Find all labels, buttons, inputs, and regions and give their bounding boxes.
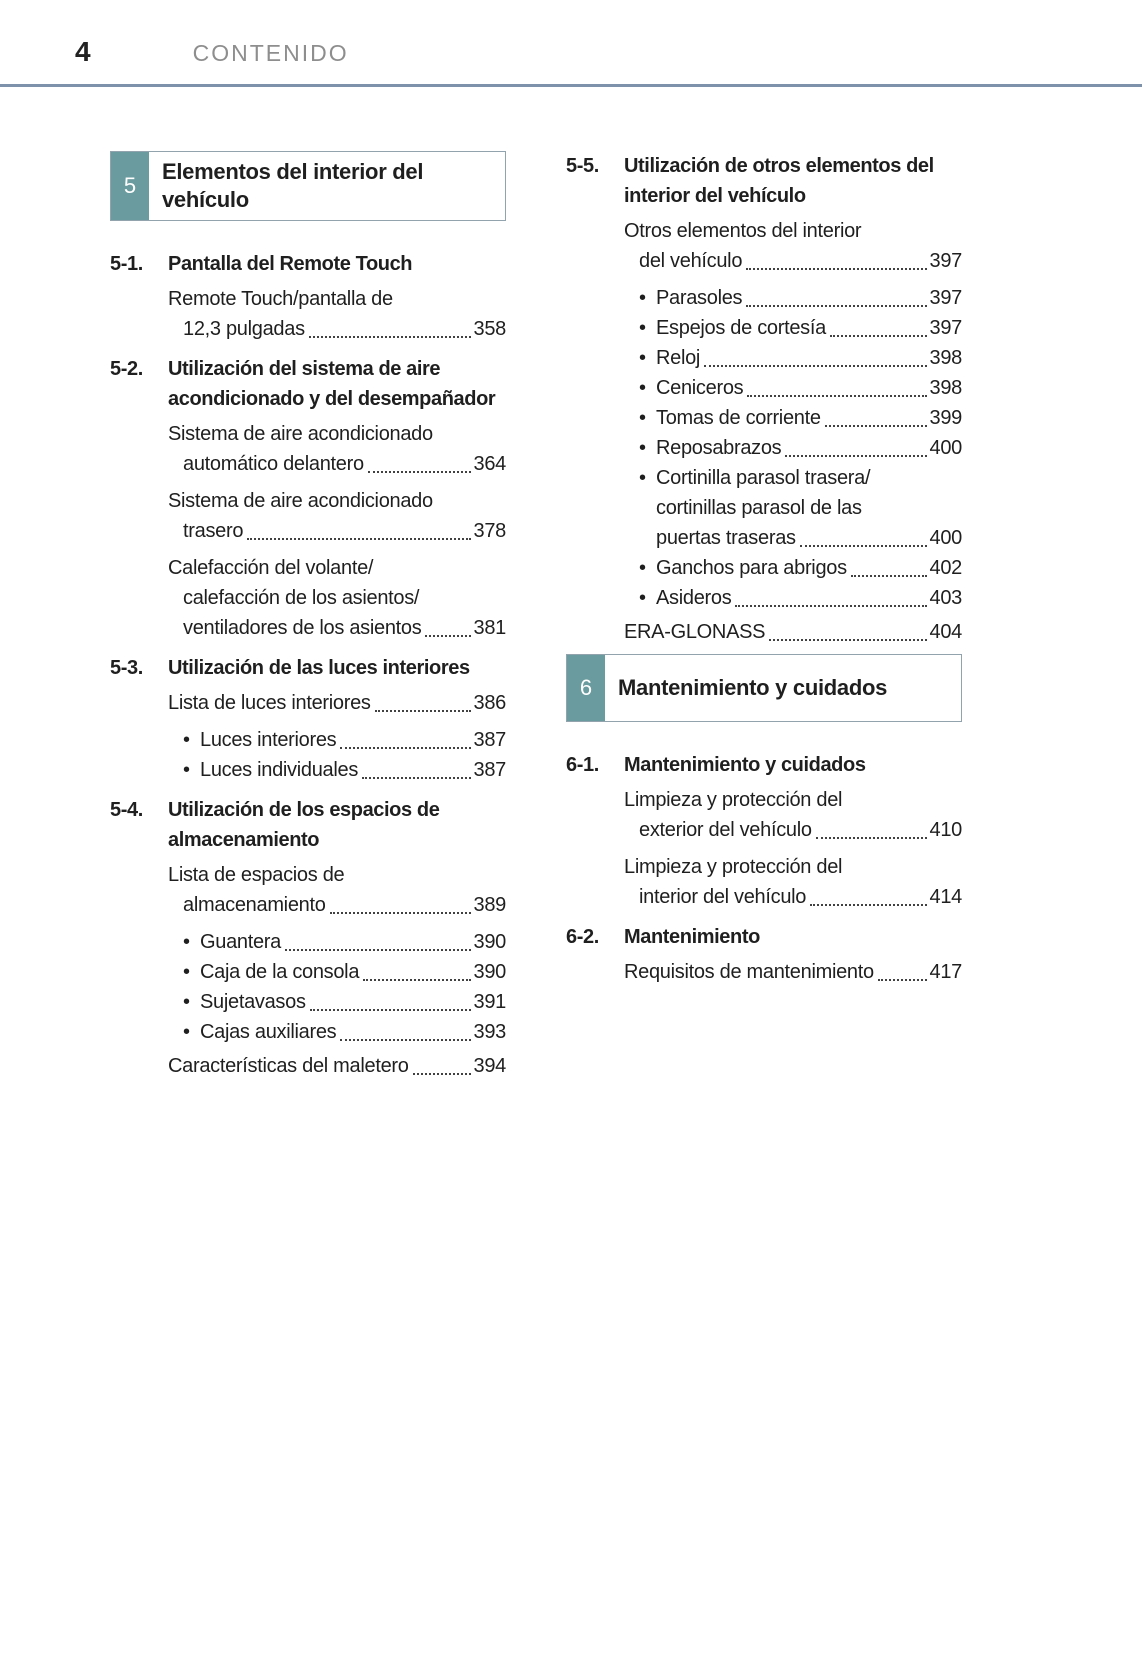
- entry-text: Cortinilla parasol trasera/: [656, 467, 871, 489]
- entry-last-line: [168, 890, 506, 920]
- toc-entry: [624, 617, 962, 647]
- bullet-icon: •: [183, 729, 190, 752]
- page-number-ref: 398: [929, 347, 962, 369]
- toc-entry: [624, 852, 962, 912]
- section-title: Mantenimiento y cuidados: [624, 754, 866, 776]
- entry-line: Remote Touch/pantalla de: [168, 288, 393, 311]
- entry-text: puertas traseras: [656, 527, 796, 549]
- entry-last-line: [624, 617, 962, 647]
- bullet-icon: •: [639, 407, 646, 429]
- entry-line: Lista de espacios de: [168, 864, 345, 887]
- page-number-ref: 397: [929, 287, 962, 309]
- page-number-ref: 397: [929, 317, 962, 339]
- bullet-icon: •: [639, 287, 646, 309]
- entry-last-line: [624, 343, 962, 373]
- bullet-icon: •: [183, 961, 190, 984]
- section-number: 6-2.: [566, 926, 599, 948]
- entry-text: interior del vehículo: [639, 886, 807, 908]
- bullet-icon: •: [183, 931, 190, 954]
- entry-last-line: [624, 283, 962, 313]
- entry-text: Guantera: [200, 931, 281, 954]
- chapter-title: Mantenimiento y cuidados: [618, 674, 888, 700]
- dot-leader: [746, 305, 926, 307]
- entry-line: Sistema de aire acondicionado: [168, 490, 433, 513]
- toc-entry: [168, 1051, 506, 1081]
- page-number-ref: 387: [473, 759, 506, 782]
- toc-entry: [168, 553, 506, 643]
- toc-entry: [624, 785, 962, 845]
- entry-text: Requisitos de mantenimiento: [624, 961, 874, 983]
- section-heading: [566, 750, 962, 780]
- page-header: [0, 0, 1142, 68]
- dot-leader: [340, 747, 470, 749]
- section-number: 5-3.: [110, 657, 143, 680]
- page-number-ref: 389: [473, 894, 506, 917]
- entry-text: Ceniceros: [656, 377, 744, 399]
- entry-text: Características del maletero: [168, 1055, 409, 1078]
- entry-last-line: [168, 613, 506, 643]
- page-number-ref: 394: [473, 1055, 506, 1078]
- dot-leader: [309, 336, 471, 338]
- section-title: Utilización de las luces interiores: [168, 657, 470, 680]
- entry-last-line: [168, 987, 506, 1017]
- section-heading: [110, 795, 506, 855]
- page-number: 4: [75, 36, 91, 67]
- page-number-ref: 402: [929, 557, 962, 579]
- bullet-icon: •: [183, 991, 190, 1014]
- entry-text: Luces interiores: [200, 729, 337, 752]
- entry-last-line: [624, 433, 962, 463]
- bullet-icon: •: [639, 557, 646, 579]
- toc-entry: [168, 688, 506, 718]
- entry-text: Ganchos para abrigos: [656, 557, 847, 579]
- toc-entry: [624, 553, 962, 583]
- section-title: Mantenimiento: [624, 926, 760, 948]
- dot-leader: [785, 455, 926, 457]
- page-number-ref: 398: [929, 377, 962, 399]
- section-heading: [110, 653, 506, 683]
- dot-leader: [810, 904, 926, 906]
- bullet-icon: •: [639, 467, 646, 489]
- page-number-ref: 391: [473, 991, 506, 1014]
- header-title: CONTENIDO: [192, 40, 349, 66]
- section-heading: [566, 151, 962, 211]
- page-number-ref: 403: [929, 587, 962, 609]
- entry-text: Espejos de cortesía: [656, 317, 826, 339]
- entry-line: cortinillas parasol de las: [656, 497, 862, 519]
- entry-last-line: [168, 516, 506, 546]
- toc-entry: [624, 463, 962, 553]
- bullet-icon: •: [639, 377, 646, 399]
- section-number: 5-2.: [110, 358, 143, 381]
- page-number-ref: 387: [473, 729, 506, 752]
- page-number-ref: 404: [929, 621, 962, 643]
- entry-last-line: [168, 688, 506, 718]
- chapter-number: 5: [111, 152, 149, 220]
- page-number-ref: 410: [929, 819, 962, 841]
- dot-leader: [746, 268, 926, 270]
- entry-text: almacenamiento: [183, 894, 326, 917]
- entry-last-line: [624, 403, 962, 433]
- chapter-box: [110, 151, 506, 221]
- section-number: 5-1.: [110, 253, 143, 276]
- entry-last-line: [168, 1051, 506, 1081]
- entry-last-line: [168, 927, 506, 957]
- section-heading: [110, 249, 506, 279]
- page-number-ref: 399: [929, 407, 962, 429]
- entry-text: Lista de luces interiores: [168, 692, 371, 715]
- toc-entry: [168, 755, 506, 785]
- section-number: 6-1.: [566, 754, 599, 776]
- dot-leader: [413, 1073, 471, 1075]
- section-heading: [566, 922, 962, 952]
- page-number-ref: 364: [473, 453, 506, 476]
- entry-text: 12,3 pulgadas: [183, 318, 305, 341]
- entry-last-line: [624, 246, 962, 276]
- bullet-icon: •: [639, 437, 646, 459]
- toc-entry: [624, 957, 962, 987]
- page-number-ref: 358: [473, 318, 506, 341]
- page-number-ref: 414: [929, 886, 962, 908]
- dot-leader: [310, 1009, 471, 1011]
- page-number-ref: 390: [473, 931, 506, 954]
- toc-entry: [168, 957, 506, 987]
- toc-entry: [168, 927, 506, 957]
- page-number-ref: 417: [929, 961, 962, 983]
- dot-leader: [330, 912, 471, 914]
- dot-leader: [247, 538, 470, 540]
- dot-leader: [851, 575, 927, 577]
- dot-leader: [704, 365, 926, 367]
- entry-text: Tomas de corriente: [656, 407, 821, 429]
- entry-text: Reposabrazos: [656, 437, 782, 459]
- toc-entry: [168, 486, 506, 546]
- page-number-ref: 393: [473, 1021, 506, 1044]
- bullet-icon: •: [183, 759, 190, 782]
- toc-entry: [168, 419, 506, 479]
- entry-line: Otros elementos del interior: [624, 220, 862, 242]
- toc-entry: [624, 583, 962, 613]
- entry-line: Limpieza y protección del: [624, 789, 843, 811]
- entry-last-line: [624, 583, 962, 613]
- page-number-ref: 381: [473, 617, 506, 640]
- chapter-number: 6: [567, 655, 605, 721]
- entry-text: automático delantero: [183, 453, 364, 476]
- toc-entry: [624, 373, 962, 403]
- section-title: Utilización de los espacios de almacenamiento: [168, 799, 440, 852]
- entry-text: Luces individuales: [200, 759, 359, 782]
- section-title: Utilización del sistema de aire acondicionado y del desempañador: [168, 358, 496, 411]
- entry-last-line: [624, 373, 962, 403]
- toc-content: [0, 87, 1142, 1088]
- section-title: Utilización de otros elementos del interior del vehículo: [624, 155, 934, 207]
- entry-text: exterior del vehículo: [639, 819, 812, 841]
- toc-entry: [624, 216, 962, 276]
- entry-text: trasero: [183, 520, 244, 543]
- entry-last-line: [624, 553, 962, 583]
- entry-last-line: [624, 957, 962, 987]
- entry-line: [624, 463, 962, 493]
- bullet-icon: •: [639, 347, 646, 369]
- page-number-ref: 400: [929, 437, 962, 459]
- entry-last-line: [168, 755, 506, 785]
- dot-leader: [363, 979, 470, 981]
- entry-text: Reloj: [656, 347, 701, 369]
- dot-leader: [816, 837, 927, 839]
- toc-entry: [168, 987, 506, 1017]
- entry-last-line: [624, 882, 962, 912]
- dot-leader: [735, 605, 926, 607]
- page-number-ref: 390: [473, 961, 506, 984]
- entry-line: calefacción de los asientos/: [183, 587, 420, 610]
- section-heading: [110, 354, 506, 414]
- toc-entry: [624, 343, 962, 373]
- entry-line: Calefacción del volante/: [168, 557, 374, 580]
- section-title: Pantalla del Remote Touch: [168, 253, 413, 276]
- entry-line: Sistema de aire acondicionado: [168, 423, 433, 446]
- section-number: 5-5.: [566, 155, 599, 177]
- entry-text: Caja de la consola: [200, 961, 360, 984]
- chapter-box: [566, 654, 962, 722]
- entry-last-line: [168, 449, 506, 479]
- toc-entry: [624, 433, 962, 463]
- entry-last-line: [168, 725, 506, 755]
- dot-leader: [825, 425, 927, 427]
- toc-entry: [168, 1017, 506, 1047]
- entry-text: Asideros: [656, 587, 732, 609]
- toc-entry: [168, 284, 506, 344]
- entry-text: Parasoles: [656, 287, 743, 309]
- page-number-ref: 386: [473, 692, 506, 715]
- dot-leader: [830, 335, 927, 337]
- entry-last-line: [168, 957, 506, 987]
- dot-leader: [800, 545, 927, 547]
- dot-leader: [285, 949, 471, 951]
- section-number: 5-4.: [110, 799, 143, 822]
- dot-leader: [747, 395, 926, 397]
- entry-last-line: [624, 523, 962, 553]
- chapter-title: Elementos del interior del vehículo: [162, 159, 424, 213]
- dot-leader: [769, 639, 926, 641]
- dot-leader: [375, 710, 471, 712]
- entry-text: ventiladores de los asientos: [183, 617, 422, 640]
- entry-last-line: [168, 1017, 506, 1047]
- dot-leader: [340, 1039, 470, 1041]
- toc-column-2: [566, 151, 962, 1088]
- dot-leader: [362, 777, 470, 779]
- bullet-icon: •: [639, 317, 646, 339]
- entry-last-line: [624, 313, 962, 343]
- toc-entry: [624, 283, 962, 313]
- bullet-icon: •: [183, 1021, 190, 1044]
- bullet-icon: •: [639, 587, 646, 609]
- toc-entry: [168, 725, 506, 755]
- entry-text: ERA-GLONASS: [624, 621, 766, 643]
- dot-leader: [878, 979, 927, 981]
- page-number-ref: 378: [473, 520, 506, 543]
- entry-last-line: [168, 314, 506, 344]
- toc-entry: [168, 860, 506, 920]
- entry-text: Cajas auxiliares: [200, 1021, 337, 1044]
- toc-entry: [624, 313, 962, 343]
- page-number-ref: 400: [929, 527, 962, 549]
- entry-text: Sujetavasos: [200, 991, 306, 1014]
- dot-leader: [368, 471, 471, 473]
- entry-last-line: [624, 815, 962, 845]
- entry-text: del vehículo: [639, 250, 743, 272]
- entry-line: Limpieza y protección del: [624, 856, 843, 878]
- page-number-ref: 397: [929, 250, 962, 272]
- dot-leader: [425, 635, 470, 637]
- toc-entry: [624, 403, 962, 433]
- toc-column-1: [110, 151, 506, 1088]
